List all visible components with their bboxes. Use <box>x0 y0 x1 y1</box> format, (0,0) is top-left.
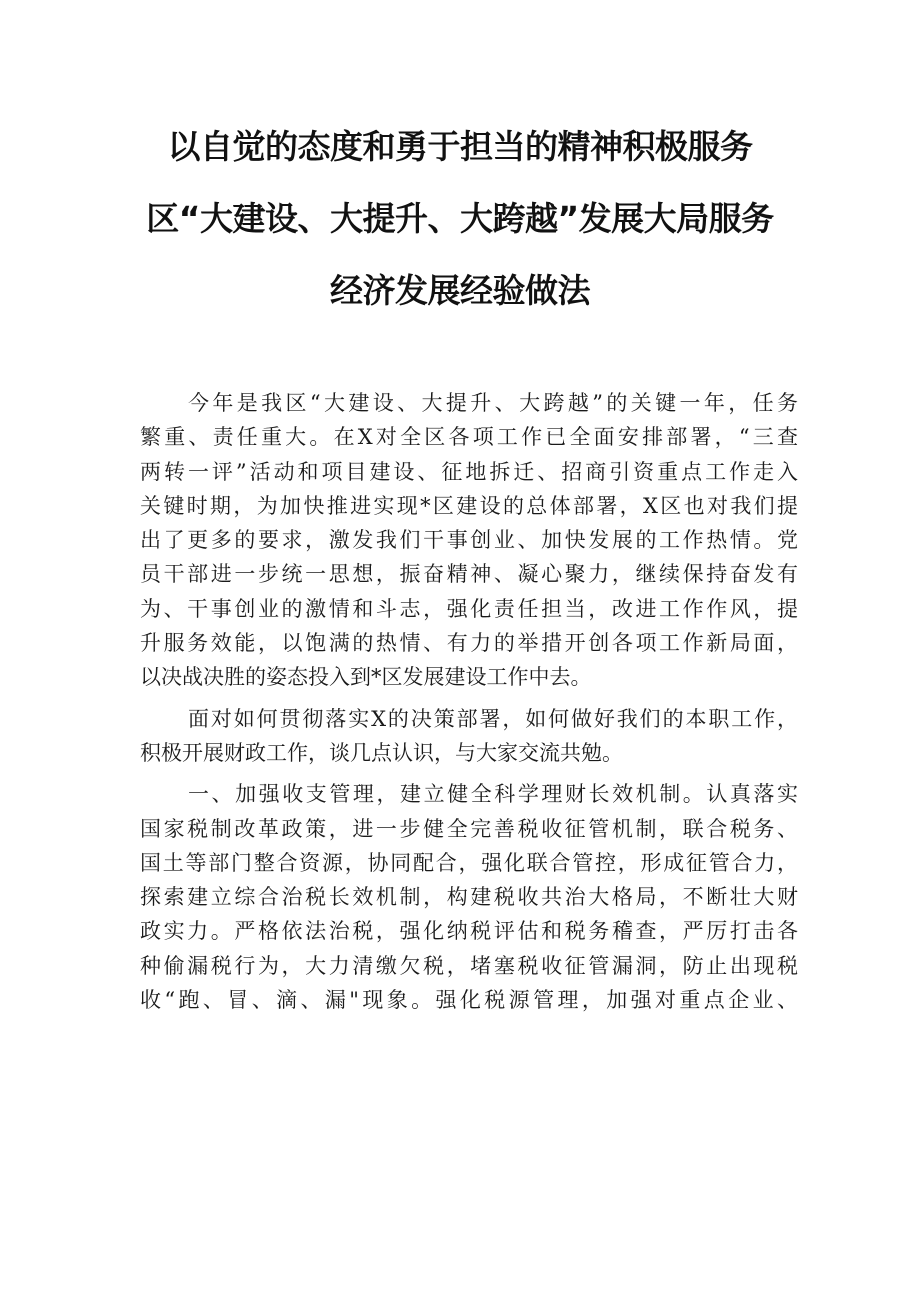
paragraph-line: 以决战决胜的姿态投入到*区发展建设工作中去。 <box>140 665 592 690</box>
paragraph-line: 收“跑、冒、滴、漏"现象。强化税源管理，加强对重点企业、 <box>140 988 798 1013</box>
paragraph-line: 种偷漏税行为，大力清缴欠税，堵塞税收征管漏洞，防止出现税 <box>140 953 798 978</box>
paragraph-line: 为、干事创业的激情和斗志，强化责任担当，改进工作作风，提 <box>140 596 798 621</box>
body-paragraph <box>140 777 798 1017</box>
title-line: 区“大建设、大提升、大跨越”发展大局服务 <box>146 199 774 238</box>
paragraph-line: 探索建立综合治税长效机制，构建税收共治大格局，不断壮大财 <box>140 885 798 910</box>
paragraph-line: 国家税制改革政策，进一步健全完善税收征管机制，联合税务、 <box>140 816 798 841</box>
body-paragraph <box>140 702 798 771</box>
paragraph-line: 面对如何贯彻落实X的决策部署，如何做好我们的本职工作， <box>188 706 798 731</box>
paragraph-line: 员干部进一步统一思想，振奋精神、凝心聚力，继续保持奋发有 <box>140 562 798 587</box>
paragraph-line: 关键时期，为加快推进实现*区建设的总体部署，X区也对我们提 <box>140 493 798 518</box>
paragraph-line: 积极开展财政工作，谈几点认识，与大家交流共勉。 <box>140 740 623 765</box>
paragraph-line: 一、加强收支管理，建立健全科学理财长效机制。认真落实 <box>188 782 798 807</box>
document-title <box>100 127 820 346</box>
title-line: 经济发展经验做法 <box>330 271 590 310</box>
paragraph-line: 出了更多的要求，激发我们干事创业、加快发展的工作热情。党 <box>140 528 798 553</box>
document-body <box>140 386 798 1024</box>
paragraph-line: 升服务效能，以饱满的热情、有力的举措开创各项工作新局面， <box>140 631 798 656</box>
paragraph-line: 今年是我区“大建设、大提升、大跨越”的关键一年，任务 <box>188 391 798 415</box>
paragraph-line: 国土等部门整合资源，协同配合，强化联合管控，形成征管合力， <box>140 850 798 875</box>
title-line: 以自觉的态度和勇于担当的精神积极服务 <box>167 127 753 166</box>
paragraph-line: 两转一评”活动和项目建设、征地拆迁、招商引资重点工作走入 <box>140 459 798 484</box>
body-paragraph <box>140 386 798 695</box>
paragraph-line: 繁重、责任重大。在X对全区各项工作已全面安排部署，“三查 <box>140 425 798 450</box>
paragraph-line: 政实力。严格依法治税，强化纳税评估和税务稽查，严厉打击各 <box>140 919 798 944</box>
